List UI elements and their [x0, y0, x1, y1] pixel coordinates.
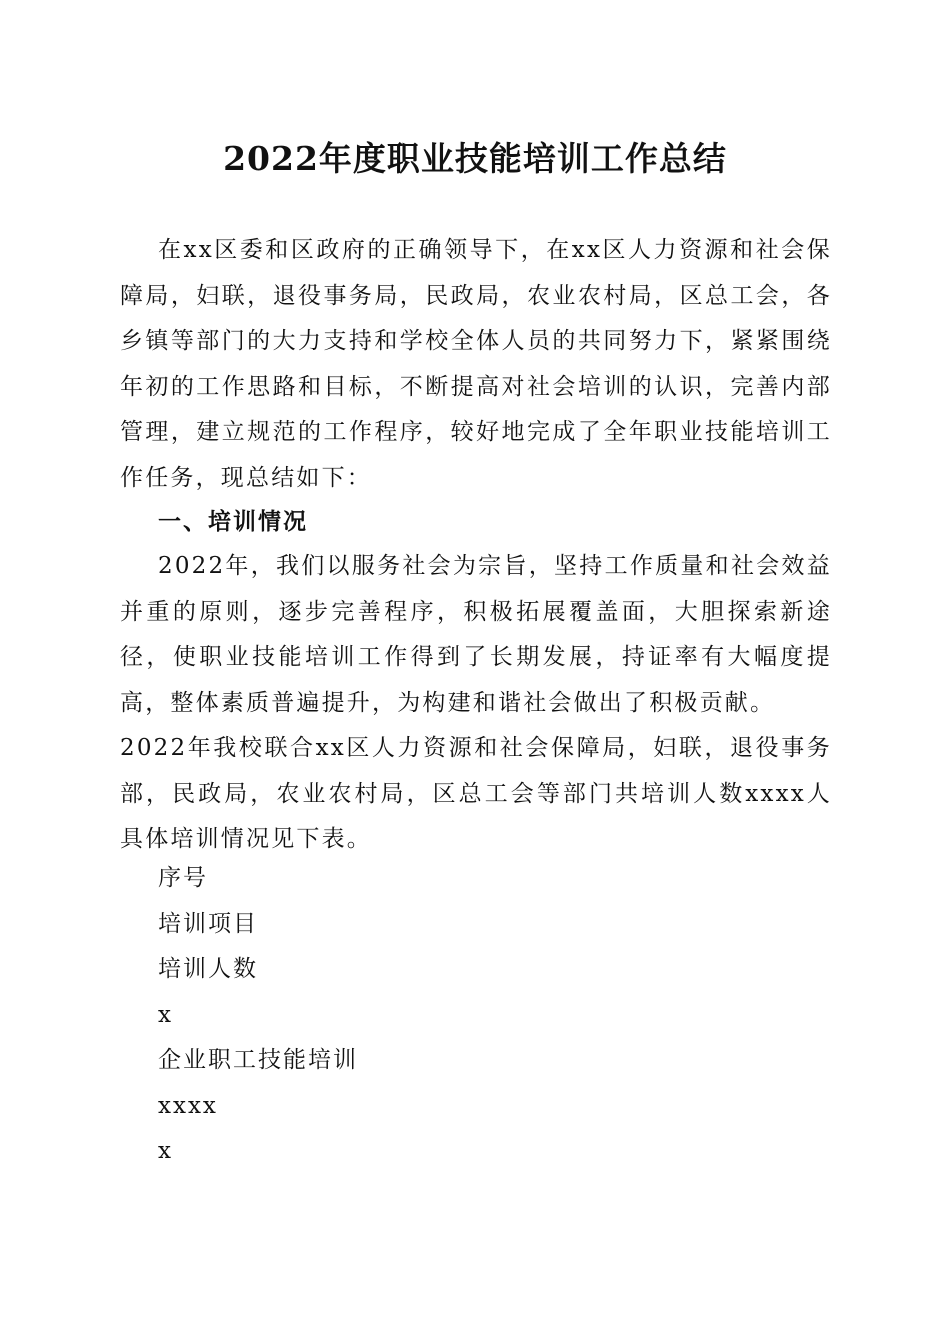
table-cell: 企业职工技能培训: [158, 1047, 358, 1073]
section-heading-training: 一、培训情况: [158, 508, 308, 535]
table-cell: 培训人数: [158, 956, 258, 982]
training-summary-paragraph: 2022年我校联合xx区人力资源和社会保障局，妇联，退役事务部，民政局，农业农村局，区总工会等部门共培训人数xxxx人具体培训情况见下表。: [120, 735, 832, 852]
document-title: 2022年度职业技能培训工作总结: [223, 139, 727, 178]
table-cell: x: [158, 1001, 173, 1028]
training-table-list: [158, 856, 358, 1175]
training-paragraph: 2022年，我们以服务社会为宗旨，坚持工作质量和社会效益并重的原则，逐步完善程序，积极拓展覆盖面，大胆探索新途径，使职业技能培训工作得到了长期发展，持证率有大幅度提高，整体素质普遍提升，为构建和谐社会做出了积极贡献。: [120, 553, 832, 716]
table-cell: 序号: [158, 865, 208, 891]
intro-paragraph: 在xx区委和区政府的正确领导下，在xx区人力资源和社会保障局，妇联，退役事务局，民政局，农业农村局，区总工会，各乡镇等部门的大力支持和学校全体人员的共同努力下，紧紧围绕年初的工作思路和目标，不断提高对社会培训的认识，完善内部管理，建立规范的工作程序，较好地完成了全年职业技能培训工作任务，现总结如下：: [120, 237, 832, 491]
table-cell: xxxx: [158, 1092, 218, 1119]
table-cell: x: [158, 1138, 173, 1164]
table-cell: 培训项目: [158, 910, 258, 937]
